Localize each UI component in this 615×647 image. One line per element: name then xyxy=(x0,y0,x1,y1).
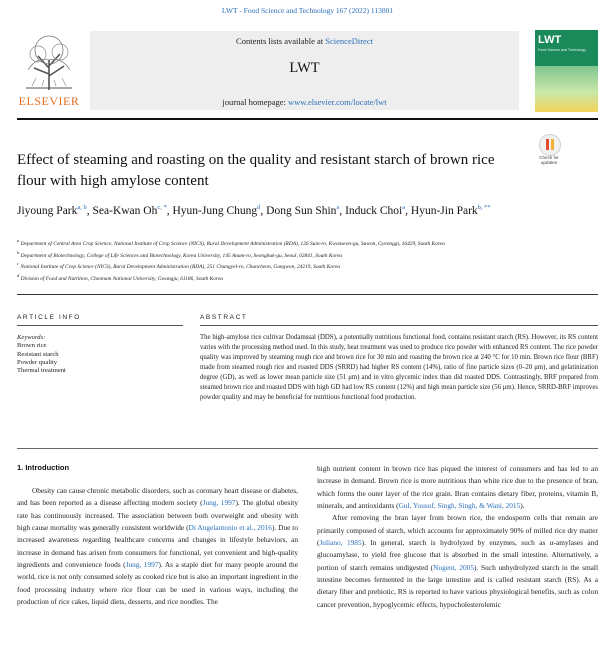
affiliation-label: b xyxy=(17,249,20,255)
journal-name: LWT xyxy=(289,60,320,76)
paragraph xyxy=(17,485,298,608)
homepage-link[interactable]: www.elsevier.com/locate/lwt xyxy=(288,97,387,107)
text-run: ). As a staple diet for many people around the world, rice is not only consumed solely as cooked rice but is also an important ingredient in the food processing industry where rice flour can be used in various ways, including the production of rice cakes, liquid diets, desserts, and rice noodles. The xyxy=(17,560,298,607)
update-icon xyxy=(539,134,561,156)
affiliation-text: Department of Biotechnology, College of Life Sciences and Biotechnology, Korea University, 145 Anam-ro, Seongbuk-gu, Seoul, 02841, South Korea xyxy=(20,252,343,259)
author-affil-sup: b, ** xyxy=(477,204,491,211)
author-affil-sup: c, * xyxy=(157,204,167,211)
affiliation-label: d xyxy=(17,273,20,279)
author-affil-sup: a xyxy=(336,204,340,211)
text-run: ). xyxy=(520,501,525,511)
sciencedirect-link[interactable]: ScienceDirect xyxy=(325,36,373,46)
abstract-bottom-divider xyxy=(17,448,598,449)
text-run: After removing the bran layer from brown rice, the endosperm cells that remain are primarily composed of starch, which accounts for approximately 90% of milled rice dry matter ( xyxy=(317,513,598,548)
check-for-updates-badge[interactable] xyxy=(533,134,565,168)
affiliation-label: a xyxy=(17,238,20,243)
badge-line-1: Check for xyxy=(539,155,559,160)
badge-label xyxy=(533,155,565,165)
text-run: ). The global obesity rate has continuously increased. The association between both overweight and obesity with high cause mortality was generally consistent worldwide ( xyxy=(17,498,298,533)
affiliation xyxy=(17,237,592,249)
contents-prefix: Contents lists available at xyxy=(236,36,326,46)
author-name: Jiyoung Park xyxy=(17,204,78,217)
author[interactable] xyxy=(172,205,260,217)
body-column-left xyxy=(17,485,298,608)
abstract-divider xyxy=(200,325,598,326)
author-affil-sup: d xyxy=(257,204,261,211)
author[interactable] xyxy=(411,205,491,217)
cover-title: LWT xyxy=(538,34,562,46)
keyword: Brown rice xyxy=(17,342,47,350)
paper-title: Effect of steaming and roasting on the quality and resistant starch of brown rice flour with high amylose content xyxy=(17,152,495,189)
citation-link[interactable]: Nugent, 2005 xyxy=(433,562,475,572)
keyword: Thermal treatment xyxy=(17,367,66,375)
author[interactable] xyxy=(17,205,87,217)
homepage-prefix: journal homepage: xyxy=(222,97,289,107)
journal-cover xyxy=(535,30,598,112)
author-name: Sea-Kwan Oh xyxy=(92,204,158,217)
paragraph xyxy=(317,512,598,611)
abstract-heading: ABSTRACT xyxy=(200,314,248,321)
affiliation-label: c xyxy=(17,261,19,267)
article-info-divider xyxy=(17,325,183,326)
author-name: Hyun-Jung Chung xyxy=(172,204,258,217)
section-divider xyxy=(17,294,598,295)
journal-homepage xyxy=(90,97,519,107)
elsevier-logo xyxy=(18,30,80,112)
citation-link[interactable]: Gul, Yousuf, Singh, Singh, & Wani, 2015 xyxy=(398,501,521,511)
affiliation-text: Department of Central Area Crop Science, National Institute of Crop Science (NICS), Rural Development Administration (RDA), 126 Suin-ro, Kwonseon-gu, Suwon, Gyeonggi, 16429, South Korea xyxy=(20,240,445,247)
keywords-block xyxy=(17,334,183,375)
author-name: Hyun-Jin Park xyxy=(410,204,478,217)
article-info-heading: ARTICLE INFO xyxy=(17,314,81,321)
text-run: ). Due to increased awareness regarding healthcare concerns and changes in lifestyle behaviors, an increase in demand has arisen from consumers for functional, yet convenient and high-quality ingredients and convenience foods ( xyxy=(17,523,299,570)
affiliation xyxy=(17,249,592,261)
keyword: Resistant starch xyxy=(17,350,59,358)
affiliations xyxy=(17,237,592,284)
affiliation xyxy=(17,260,592,272)
text-run: ). Such unhydrolyzed starch in the small intestine becomes fermented in the large intestine and is called resistant starch (RS). As a dietary fiber and prebiotic, RS is reported to have various physiological benefits, such as colon cancer prevention, hypoglycemic effects, hypocholesterolemic xyxy=(317,562,599,609)
journal-citation: LWT - Food Science and Technology 167 (2022) 113801 xyxy=(221,6,394,15)
text-run: high nutrient content in brown rice has piqued the interest of consumers and has led to an increase in demand. Brown rice is more nutritious than white rice due to the presence of bran, which forms the outer layer of the rice grain. Bran contains dietary fiber, proteins, vitamin B, minerals, and antioxidants ( xyxy=(317,464,598,511)
author[interactable] xyxy=(266,205,339,217)
author-name: Dong Sun Shin xyxy=(266,204,337,217)
citation-link[interactable]: Juliano, 1985 xyxy=(319,538,362,548)
cover-image xyxy=(535,66,598,112)
body-column-right xyxy=(317,463,598,611)
publisher-name: ELSEVIER xyxy=(18,94,80,108)
author-name: Induck Choi xyxy=(345,204,403,217)
author-list: Jiyoung Park$^{a, b}$, Sea-Kwan $Oh^{c, *}$, Hyun-Jung Chung$^d$, Dong Sun Shin$^a$, Induck Choi$^a$, Hyun-Jin Park$^{b, **}$ xyxy=(17,204,491,217)
abstract-text: The high-amylose rice cultivar Dodamssal (DDS), a potentially nutritious functional food, contains resistant starch (RS). However, its RS content varies with the processing method used. In this study, heat treatment was used to produce rice powder with enhanced RS content. The rice powder quality was improved by steaming rough rice and brown rice for 30 min and roasting the brown rice at 240 °C for 10 min. Brown rice flour (BRF) made from steamed rough rice and roasted DDS (SRRD) had higher RS content (14%), ratio of fine particle sizes (0–20 μm), and gelatinization degree (GD), as well as lower mean particle size (51 μm) and in vitro glycemic index than did roasted DDS. Contrastingly, BRF prepared from steamed brown rice and roasted DDS with high GD had low RS content (12%) and high mean particle size (56 μm). Hence, SRRD-BRF improves powder quality and may be beneficial for nutritious functional food production. xyxy=(200,334,598,402)
paragraph xyxy=(317,463,598,512)
elsevier-tree-icon xyxy=(22,30,76,92)
citation-link[interactable]: Jung, 1997 xyxy=(125,560,159,570)
affiliation-text: National Institute of Crop Science (NICS), Rural Development Administration (RDA), 251 Chungyel-ro, Chuncheon, Gangwon, 24219, South Korea xyxy=(20,264,341,271)
affiliation xyxy=(17,272,592,284)
keywords-label: Keywords: xyxy=(17,334,46,341)
text-run: ). In general, starch is hydrolyzed by enzymes, such as α-amylases and glucoamylase, to yield free glucose that is absorbed in the small intestine. Alternatively, a portion of starch remains undigested ( xyxy=(317,538,599,572)
citation-link[interactable]: Jung, 1997 xyxy=(202,498,236,508)
text-run: Obesity can cause chronic metabolic disorders, such as coronary heart disease or diabetes, and has been reported as a disease affecting modern society ( xyxy=(17,486,298,508)
author[interactable] xyxy=(93,205,167,217)
cover-subtitle: Food Science and Technology xyxy=(538,48,587,52)
keyword: Powder quality xyxy=(17,358,58,366)
author-affil-sup: a, b xyxy=(77,204,87,211)
author-affil-sup: a xyxy=(402,204,406,211)
contents-line xyxy=(90,36,519,46)
introduction-heading: 1. Introduction xyxy=(17,463,70,472)
affiliation-text: Division of Food and Nutrition, Chonnam National University, Gwangju, 61186, South Korea xyxy=(20,275,223,282)
author[interactable] xyxy=(345,205,405,217)
header-divider xyxy=(17,118,598,120)
citation-link[interactable]: Di Angelantonio et al., 2016 xyxy=(188,523,272,533)
badge-line-2: updates xyxy=(540,160,558,165)
